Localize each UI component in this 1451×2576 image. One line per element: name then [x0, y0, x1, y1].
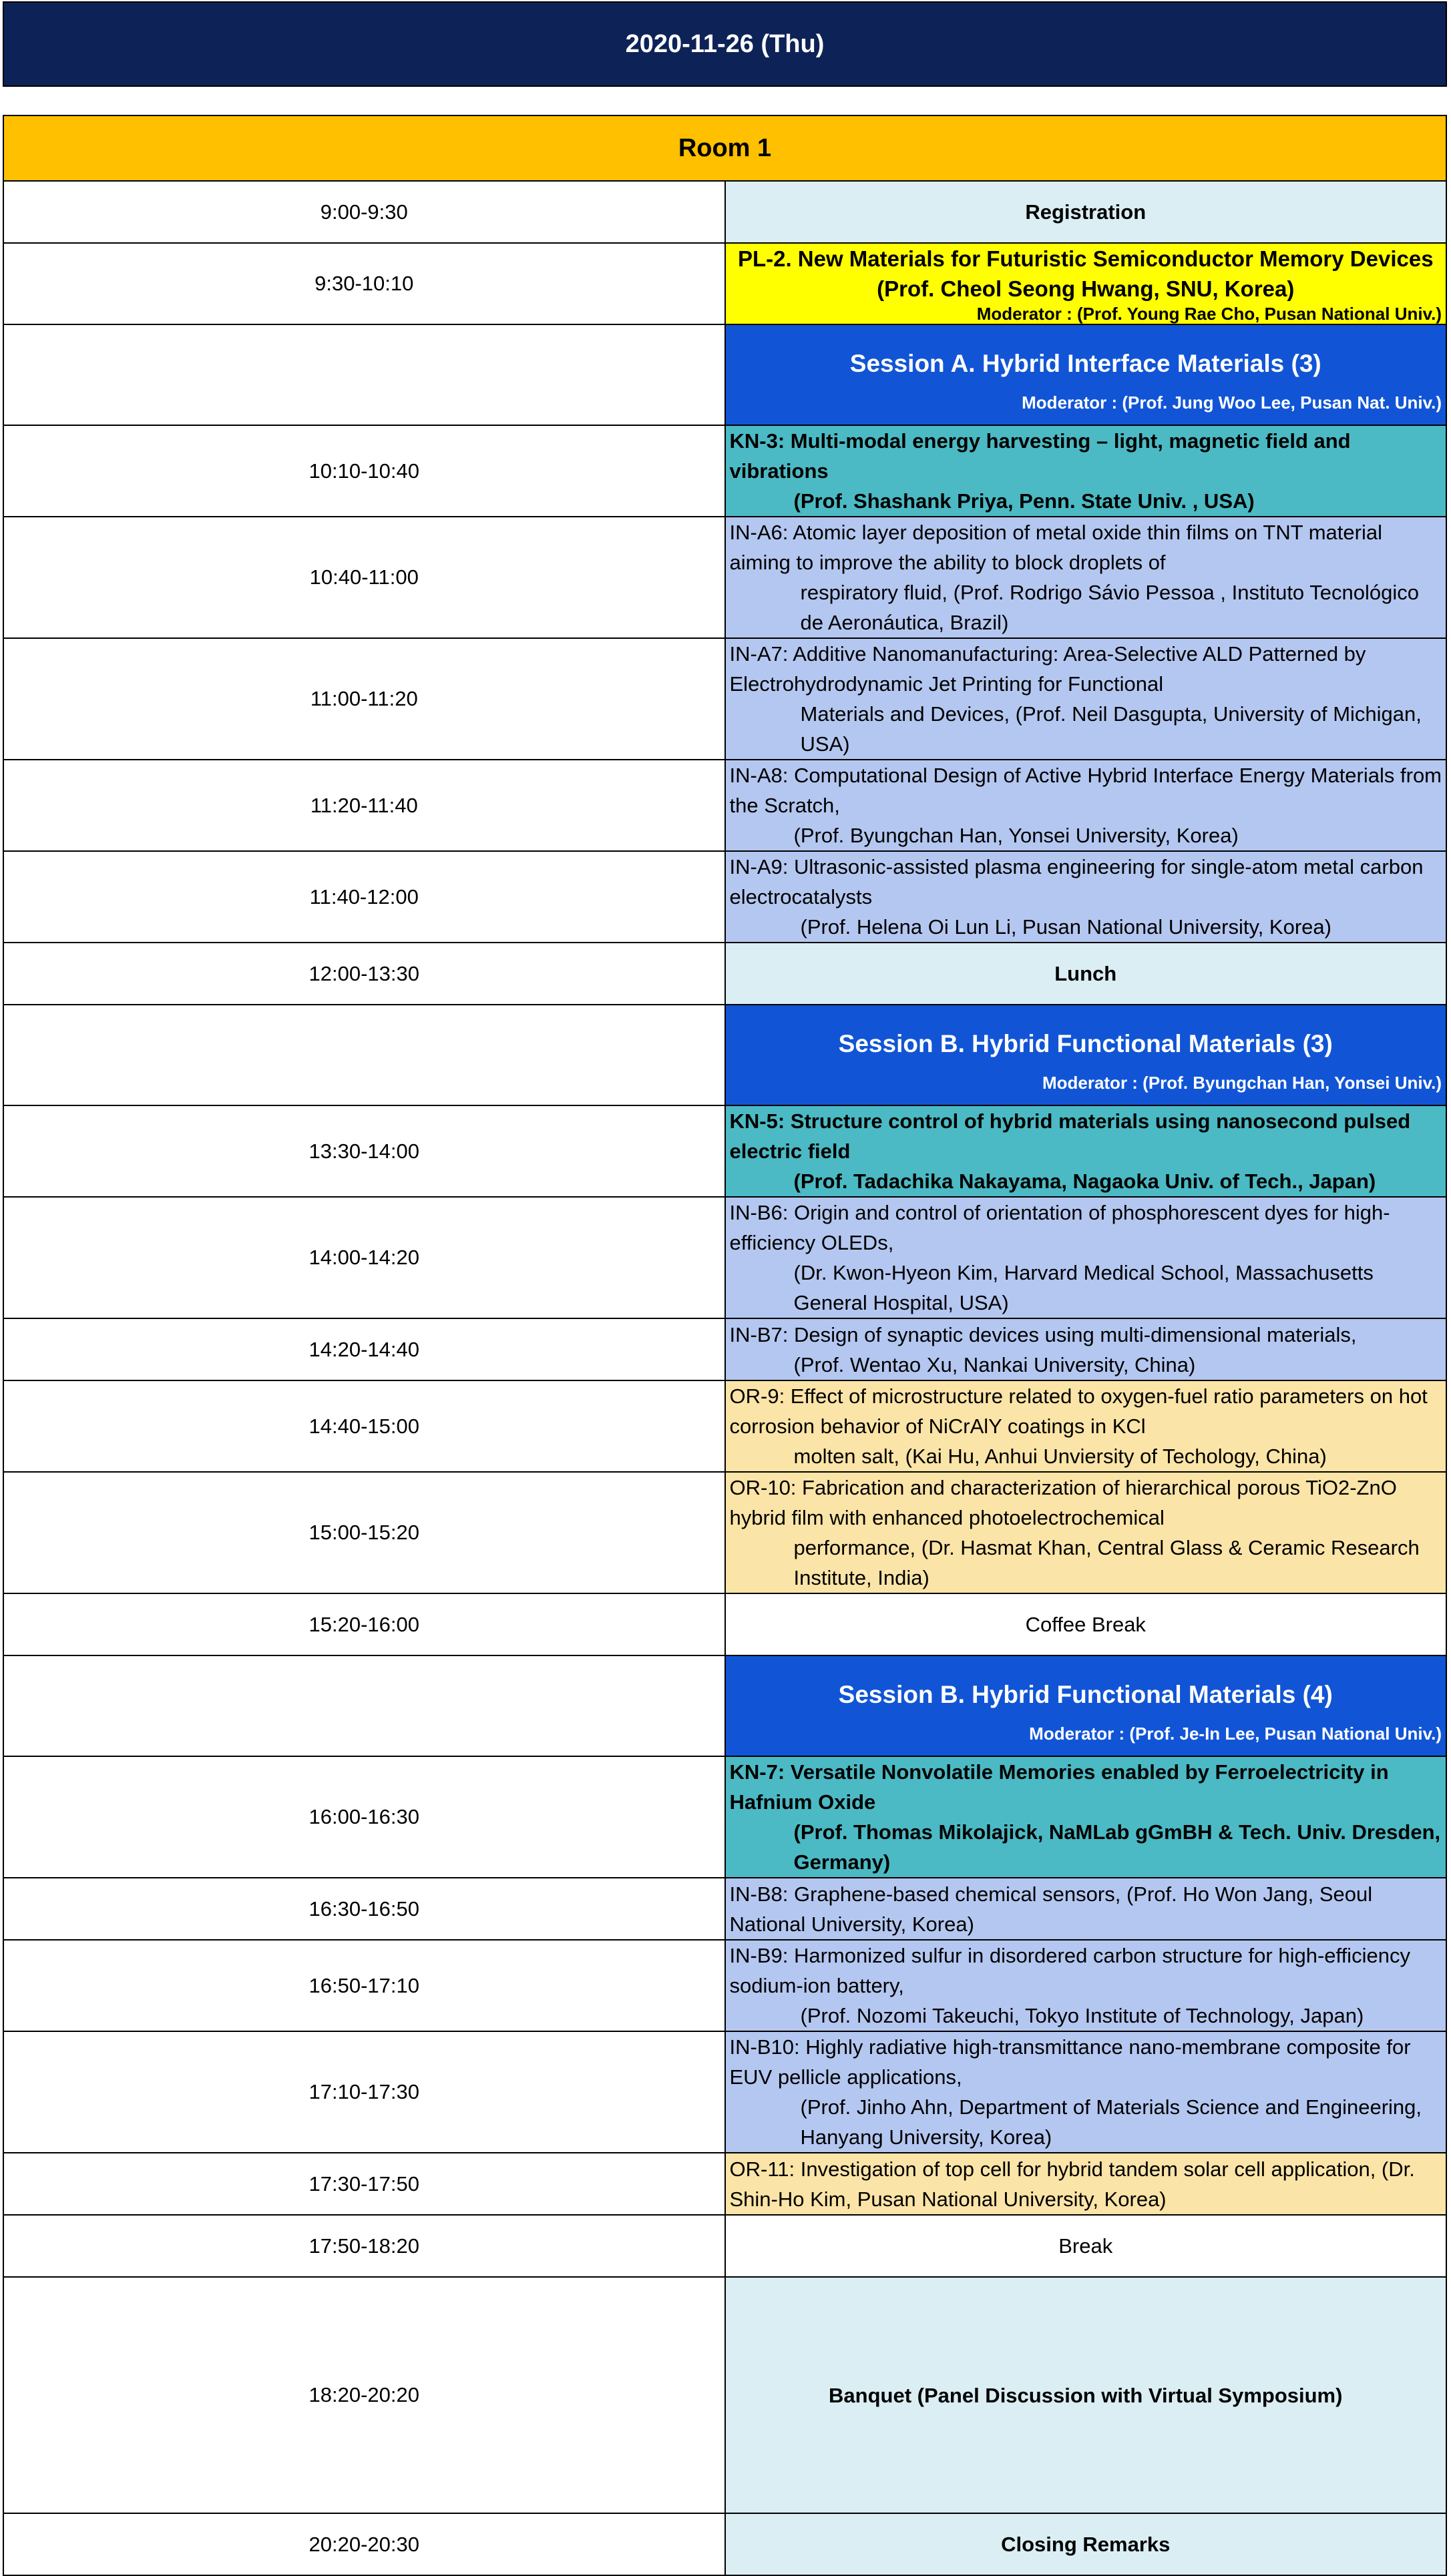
oral-cell: [725, 1380, 1447, 1472]
invited-cell: [725, 517, 1447, 638]
time-cell: 17:50-18:20: [3, 2215, 725, 2277]
talk-title: IN-B6: Origin and control of orientation of phosphorescent dyes for high-efficiency OLEDs,: [729, 1201, 1390, 1254]
table-row: [3, 2031, 1446, 2153]
time-cell: 16:50-17:10: [3, 1940, 725, 2031]
plenary-moderator: Moderator : (Prof. Young Rae Cho, Pusan National Univ.): [976, 304, 1442, 324]
talk-title: OR-9: Effect of microstructure related to oxygen-fuel ratio parameters on hot corrosion behavior of NiCrAlY coatings in KCl: [729, 1384, 1428, 1438]
time-cell: 20:20-20:30: [3, 2513, 725, 2575]
plenary-cell: [725, 243, 1447, 324]
time-cell: 9:00-9:30: [3, 181, 725, 243]
lunch-cell: Lunch: [725, 943, 1447, 1005]
keynote-cell: [725, 1756, 1447, 1878]
talk-title: KN-5: Structure control of hybrid materials using nanosecond pulsed electric field: [729, 1109, 1411, 1163]
time-cell: 14:20-14:40: [3, 1318, 725, 1380]
time-cell: 12:00-13:30: [3, 943, 725, 1005]
talk-speaker: molten salt, (Kai Hu, Anhui Unviersity of Techology, China): [793, 1445, 1327, 1468]
talk-speaker: (Prof. Wentao Xu, Nankai University, China): [793, 1352, 1196, 1376]
session-row: [3, 1005, 1446, 1105]
oral-cell: [725, 1472, 1447, 1593]
talk-title: IN-B9: Harmonized sulfur in disordered carbon structure for high-efficiency sodium-ion battery,: [729, 1944, 1410, 1997]
table-row: [3, 1756, 1446, 1878]
invited-cell: [725, 1197, 1447, 1318]
time-cell: 10:40-11:00: [3, 517, 725, 638]
table-row: [3, 638, 1446, 760]
table-row: [3, 2153, 1446, 2215]
table-row: [3, 2277, 1446, 2513]
session-moderator: Moderator : (Prof. Jung Woo Lee, Pusan Nat. Univ.): [1022, 393, 1442, 413]
talk-speaker: performance, (Dr. Hasmat Khan, Central Glass & Ceramic Research Institute, India): [793, 1536, 1420, 1589]
talk-title: IN-A7: Additive Nanomanufacturing: Area-Selective ALD Patterned by Electrohydrodynamic Jet Printing for Functional: [729, 642, 1366, 696]
table-row: [3, 2513, 1446, 2575]
session-b3-header: [725, 1005, 1447, 1105]
invited-cell: [725, 760, 1447, 851]
plenary-speaker: (Prof. Cheol Seong Hwang, SNU, Korea): [877, 276, 1295, 301]
coffee-break-cell: Coffee Break: [725, 1593, 1447, 1655]
table-row: [3, 1472, 1446, 1593]
talk-speaker: (Prof. Tadachika Nakayama, Nagaoka Univ. of Tech., Japan): [793, 1170, 1376, 1193]
table-row: [3, 1593, 1446, 1655]
table-row: [3, 517, 1446, 638]
invited-cell: [725, 1878, 1447, 1940]
table-row: [3, 1197, 1446, 1318]
invited-cell: [725, 851, 1447, 943]
table-row: [3, 851, 1446, 943]
time-cell: 11:20-11:40: [3, 760, 725, 851]
talk-title: KN-7: Versatile Nonvolatile Memories enabled by Ferroelectricity in Hafnium Oxide: [729, 1760, 1389, 1814]
session-moderator: Moderator : (Prof. Byungchan Han, Yonsei Univ.): [1042, 1073, 1442, 1093]
session-row: [3, 1655, 1446, 1756]
time-cell: 15:20-16:00: [3, 1593, 725, 1655]
talk-speaker: respiratory fluid, (Prof. Rodrigo Sávio Pessoa , Instituto Tecnológico de Aeronáutica, Brazil): [800, 581, 1419, 634]
table-row: [3, 1380, 1446, 1472]
table-row: [3, 2215, 1446, 2277]
keynote-cell: [725, 1105, 1447, 1197]
talk-speaker: (Prof. Helena Oi Lun Li, Pusan National University, Korea): [800, 915, 1331, 939]
talk-title: IN-B8: Graphene-based chemical sensors, (Prof. Ho Won Jang, Seoul National University, Korea): [729, 1882, 1373, 1936]
invited-cell: [725, 1940, 1447, 2031]
session-title: Session A. Hybrid Interface Materials (3): [849, 350, 1321, 377]
talk-speaker: (Dr. Kwon-Hyeon Kim, Harvard Medical School, Massachusetts General Hospital, USA): [793, 1261, 1374, 1314]
talk-title: IN-A8: Computational Design of Active Hybrid Interface Energy Materials from the Scratch,: [729, 764, 1442, 817]
room-header-row: [3, 115, 1446, 181]
time-cell: 16:30-16:50: [3, 1878, 725, 1940]
time-cell-empty: [3, 1655, 725, 1756]
table-row: [3, 760, 1446, 851]
talk-title: IN-A9: Ultrasonic-assisted plasma engineering for single-atom metal carbon electrocatalysts: [729, 855, 1424, 909]
oral-cell: [725, 2153, 1447, 2215]
table-row: [3, 1318, 1446, 1380]
talk-title: KN-3: Multi-modal energy harvesting – light, magnetic field and vibrations: [729, 429, 1351, 483]
time-cell: 10:10-10:40: [3, 425, 725, 517]
time-cell: 13:30-14:00: [3, 1105, 725, 1197]
table-row: [3, 1878, 1446, 1940]
closing-remarks-cell: Closing Remarks: [725, 2513, 1447, 2575]
session-title: Session B. Hybrid Functional Materials (3): [838, 1030, 1333, 1057]
talk-speaker: (Prof. Thomas Mikolajick, NaMLab gGmBH & Tech. Univ. Dresden, Germany): [793, 1820, 1441, 1874]
time-cell: 11:40-12:00: [3, 851, 725, 943]
talk-title: IN-B10: Highly radiative high-transmittance nano-membrane composite for EUV pellicle applications,: [729, 2035, 1411, 2089]
session-b4-header: [725, 1655, 1447, 1756]
table-row: [3, 181, 1446, 243]
time-cell: 14:00-14:20: [3, 1197, 725, 1318]
time-cell: 15:00-15:20: [3, 1472, 725, 1593]
table-row: [3, 943, 1446, 1005]
talk-speaker: (Prof. Nozomi Takeuchi, Tokyo Institute of Technology, Japan): [800, 2004, 1364, 2027]
time-cell: 18:20-20:20: [3, 2277, 725, 2513]
invited-cell: [725, 638, 1447, 760]
table-row: [3, 1105, 1446, 1197]
time-cell: 16:00-16:30: [3, 1756, 725, 1878]
session-title: Session B. Hybrid Functional Materials (4): [838, 1681, 1333, 1708]
talk-speaker: (Prof. Jinho Ahn, Department of Materials Science and Engineering, Hanyang University, Korea): [800, 2095, 1422, 2149]
break-cell: Break: [725, 2215, 1447, 2277]
invited-cell: [725, 2031, 1447, 2153]
session-moderator: Moderator : (Prof. Je-In Lee, Pusan National Univ.): [1029, 1724, 1442, 1744]
talk-speaker: (Prof. Byungchan Han, Yonsei University, Korea): [793, 824, 1239, 847]
time-cell: 17:10-17:30: [3, 2031, 725, 2153]
session-a-header: [725, 324, 1447, 425]
time-cell-empty: [3, 1005, 725, 1105]
plenary-title: PL-2. New Materials for Futuristic Semiconductor Memory Devices: [737, 246, 1434, 271]
talk-speaker: (Prof. Shashank Priya, Penn. State Univ. , USA): [793, 489, 1255, 513]
banquet-cell: Banquet (Panel Discussion with Virtual Symposium): [725, 2277, 1447, 2513]
talk-title: IN-B7: Design of synaptic devices using multi-dimensional materials,: [729, 1322, 1357, 1346]
time-cell-empty: [3, 324, 725, 425]
talk-title: OR-11: Investigation of top cell for hybrid tandem solar cell application, (Dr. Shin-Ho Kim, Pusan National University, Korea): [729, 2157, 1415, 2211]
registration-cell: Registration: [725, 181, 1447, 243]
time-cell: 9:30-10:10: [3, 243, 725, 324]
date-header: 2020-11-26 (Thu): [3, 1, 1447, 87]
talk-title: IN-A6: Atomic layer deposition of metal oxide thin films on TNT material aiming to improve the ability to block droplets of: [729, 521, 1382, 574]
talk-title: OR-10: Fabrication and characterization of hierarchical porous TiO2-ZnO hybrid film with enhanced photoelectrochemical: [729, 1476, 1397, 1529]
table-row: [3, 425, 1446, 517]
session-row: [3, 324, 1446, 425]
time-cell: 14:40-15:00: [3, 1380, 725, 1472]
time-cell: 11:00-11:20: [3, 638, 725, 760]
talk-speaker: Materials and Devices, (Prof. Neil Dasgupta, University of Michigan, USA): [800, 702, 1422, 756]
room-header: Room 1: [3, 115, 1446, 181]
table-row: [3, 1940, 1446, 2031]
table-row: [3, 243, 1446, 324]
keynote-cell: [725, 425, 1447, 517]
schedule-table: [3, 115, 1447, 2576]
time-cell: 17:30-17:50: [3, 2153, 725, 2215]
invited-cell: [725, 1318, 1447, 1380]
